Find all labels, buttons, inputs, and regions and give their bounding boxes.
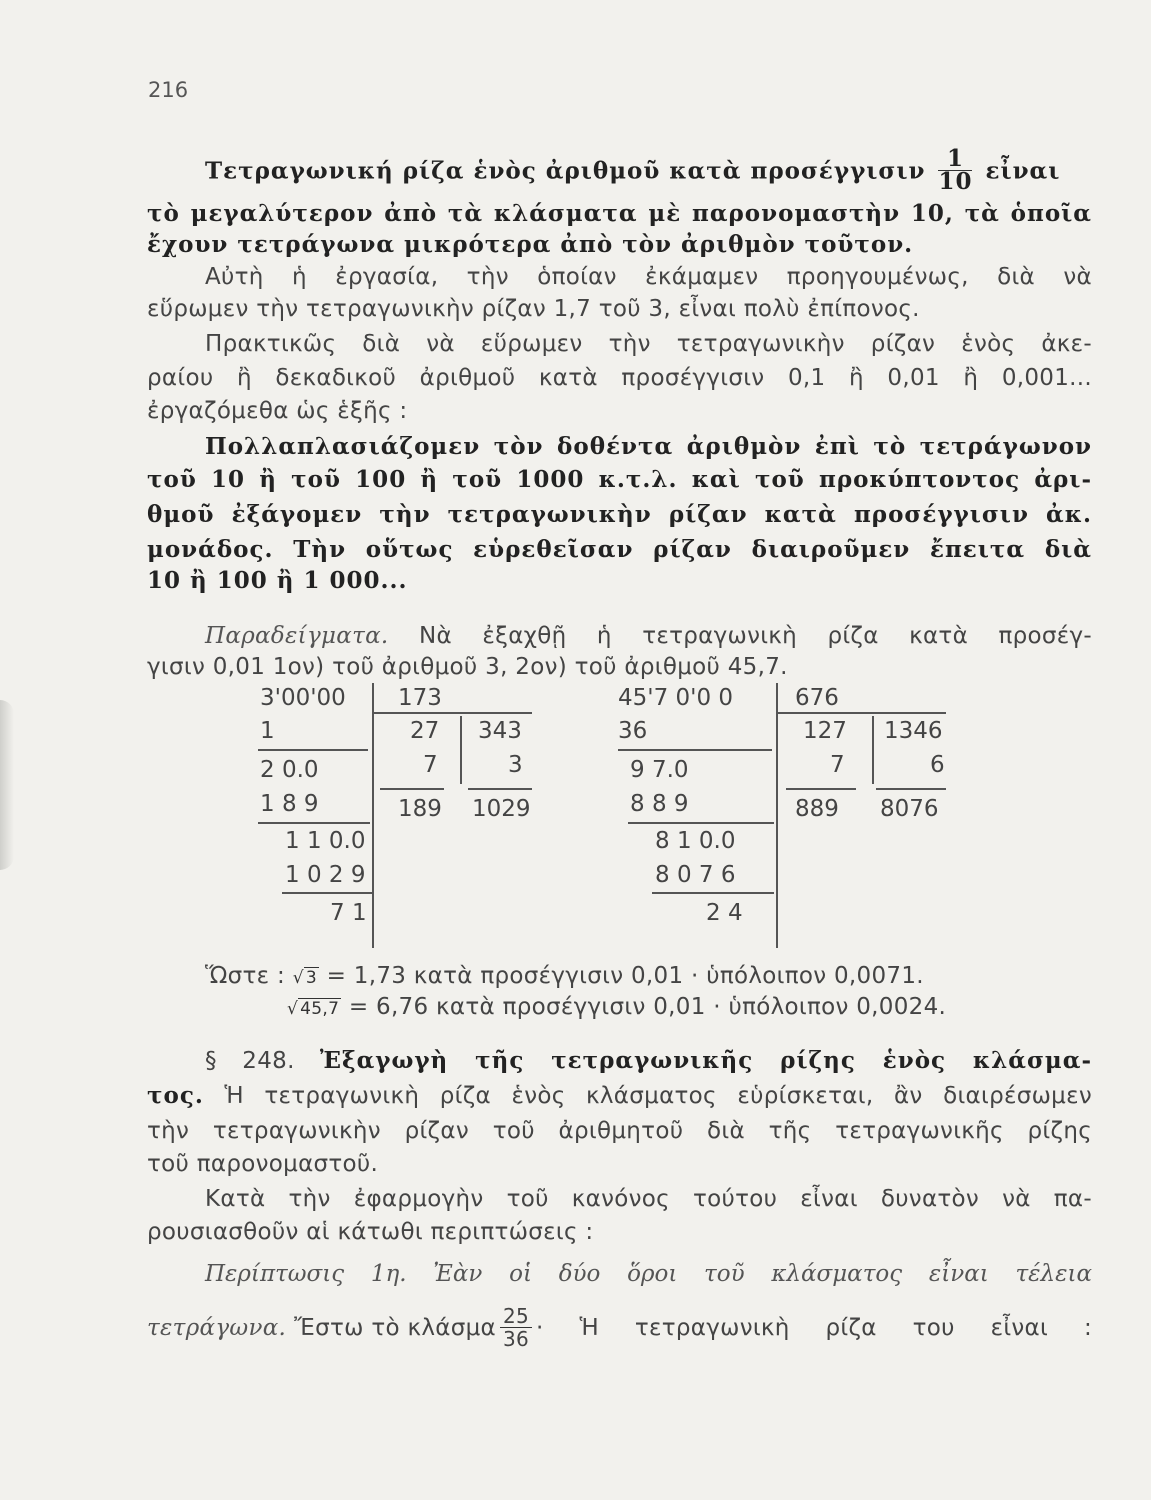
section-title-end: τος. — [147, 1082, 204, 1109]
calc2-divisor: 6 — [930, 752, 945, 778]
result-lead: Ὥστε : — [205, 963, 286, 989]
calc1-divisor: 3 — [508, 752, 523, 778]
section-title: Ἐξαγωγὴ τῆς τετραγωνικῆς ρίζης ἑνὸς κλάσμα- — [319, 1047, 1093, 1074]
calc2-rule — [786, 788, 856, 790]
sqrt-symbol: √ 45,7 — [287, 999, 340, 1019]
para3-line2: ραίου ἢ δεκαδικοῦ ἀριθμοῦ κατὰ προσέγγισιν 0,1 ἢ 0,01 ἢ 0,001... — [147, 365, 1092, 391]
para2-line2: εὕρωμεν τὴν τετραγωνικὴν ρίζαν 1,7 τοῦ 3, εἶναι πολὺ ἐπίπονος. — [147, 296, 920, 322]
calc1-divisor: 27 — [410, 718, 440, 744]
calc2-row: 2 4 — [706, 900, 743, 926]
calc1-row: 1 8 9 — [260, 791, 319, 817]
calc2-divisor: 7 — [830, 752, 845, 778]
para1-line1 — [205, 145, 1061, 195]
rule-line5: 10 ἢ 100 ἢ 1 000... — [147, 567, 408, 594]
calc2-product: 889 — [795, 796, 839, 822]
calc2-row: 9 7.0 — [630, 757, 689, 783]
calc2-row: 8 0 7 6 — [655, 862, 736, 888]
fraction-numerator: 1 — [938, 148, 972, 171]
para4-line1: Κατὰ τὴν ἐφαρμογὴν τοῦ κανόνος τούτου εἶναι δυνατὸν νὰ πα- — [205, 1186, 1092, 1212]
case1-line1: Περίπτωσις 1η. Ἐὰν οἱ δύο ὅροι τοῦ κλάσματος εἶναι τέλεια — [205, 1261, 1092, 1287]
calc1-rule — [468, 788, 532, 790]
calc2-rule — [618, 749, 772, 751]
page-edge-shadow — [0, 700, 14, 870]
calc2-rule — [876, 788, 946, 790]
calc1-product: 189 — [398, 796, 442, 822]
section-line2 — [147, 1082, 1092, 1110]
result-text: = 6,76 κατὰ προσέγγισιν 0,01 · ὑπόλοιπον 0,0024. — [348, 994, 947, 1020]
fraction-25-36 — [500, 1305, 532, 1350]
calc1-row: 1 0 2 9 — [285, 862, 366, 888]
calc2-rule — [652, 892, 774, 894]
sqrt-symbol: √ 3 — [292, 968, 317, 988]
calc1-rule — [258, 749, 368, 751]
fraction-denominator: 36 — [502, 1327, 530, 1351]
rule-line3: θμοῦ ἐξάγομεν τὴν τετραγωνικὴν ρίζαν κατὰ προσέγγισιν ἀκ. — [147, 501, 1092, 528]
calc1-row: 1 1 0.0 — [285, 828, 366, 854]
para1-line1-text: Τετραγωνική ρίζα ἑνὸς ἀριθμοῦ κατὰ προσέγγισιν — [205, 157, 926, 185]
calc2-rule — [628, 822, 774, 824]
calc1-rule — [282, 892, 372, 894]
case1-italic: τετράγωνα. — [147, 1314, 287, 1341]
calc2-row: 45'7 0'0 0 — [618, 685, 734, 711]
section-text: Ἡ τετραγωνικὴ ρίζα ἑνὸς κλάσματος εὑρίσκεται, ἂν διαιρέσωμεν — [224, 1083, 1092, 1109]
rule-line2: τοῦ 10 ἢ τοῦ 100 ἢ τοῦ 1000 κ.τ.λ. καὶ τοῦ προκύπτοντος ἀρι- — [147, 466, 1092, 493]
para2-line1: Αὐτὴ ἡ ἐργασία, τὴν ὁποίαν ἐκάμαμεν προηγουμένως, διὰ νὰ — [205, 264, 1092, 290]
calc1-product: 1029 — [472, 796, 531, 822]
examples-line2: γισιν 0,01 1ον) τοῦ ἀριθμοῦ 3, 2ον) τοῦ ἀριθμοῦ 45,7. — [147, 654, 788, 680]
examples-label: Παραδείγματα. — [205, 623, 389, 649]
fraction-one-tenth — [938, 145, 973, 195]
fraction-denominator: 10 — [938, 168, 973, 195]
para4-line2: ρουσιασθοῦν αἱ κάτωθι περιπτώσεις : — [147, 1219, 594, 1245]
sqrt-radicand: 3 — [305, 968, 317, 988]
calc1-row: 3'00'00 — [260, 685, 346, 711]
page-number: 216 — [148, 78, 189, 102]
calc2-divider — [776, 683, 778, 948]
sqrt-radicand: 45,7 — [300, 999, 340, 1019]
calc1-row: 1 — [260, 718, 275, 744]
calc2-root-line — [776, 712, 946, 714]
calc2-row: 8 1 0.0 — [655, 828, 736, 854]
para3-line3: ἐργαζόμεθα ὡς ἑξῆς : — [147, 398, 408, 424]
para1-line3: ἔχουν τετράγωνα μικρότερα ἀπὸ τὸν ἀριθμὸν τοῦτον. — [147, 231, 914, 258]
case1-text: Ἔστω τὸ κλάσμα — [294, 1314, 496, 1341]
calc2-row: 8 8 9 — [630, 791, 689, 817]
calc1-rule — [380, 788, 444, 790]
calc1-divisor: 343 — [478, 718, 522, 744]
calc1-row: 2 0.0 — [260, 757, 319, 783]
para1-line2: τὸ μεγαλύτερον ἀπὸ τὰ κλάσματα μὲ παρονομαστὴν 10, τὰ ὁποῖα — [147, 200, 1092, 227]
rule-line1: Πολλαπλασιάζομεν τὸν δοθέντα ἀριθμὸν ἐπὶ τὸ τετράγωνον — [205, 433, 1092, 460]
calc1-divider — [460, 716, 462, 784]
result-text: = 1,73 κατὰ προσέγγισιν 0,01 · ὑπόλοιπον 0,0071. — [326, 963, 924, 989]
calc1-root: 173 — [398, 685, 442, 711]
case1-line2 — [147, 1305, 1092, 1350]
calc2-product: 8076 — [880, 796, 939, 822]
para1-line1-end: εἶναι — [985, 157, 1061, 185]
examples-line1 — [205, 622, 1092, 650]
result-line1 — [205, 962, 924, 992]
result-line2 — [287, 993, 946, 1023]
calc2-divider — [872, 716, 874, 784]
calc2-row: 36 — [618, 718, 648, 744]
section-heading-line1 — [205, 1047, 1092, 1075]
examples-line1-text: Νὰ ἐξαχθῇ ἡ τετραγωνικὴ ρίζα κατὰ προσέγ- — [418, 623, 1092, 649]
rule-line4: μονάδος. Τὴν οὕτως εὑρεθεῖσαν ρίζαν διαιροῦμεν ἔπειτα διὰ — [147, 536, 1092, 563]
calc1-root-line — [372, 712, 532, 714]
section-line3: τὴν τετραγωνικὴν ρίζαν τοῦ ἀριθμητοῦ διὰ τῆς τετραγωνικῆς ρίζης — [147, 1118, 1092, 1144]
calc2-divisor: 127 — [803, 718, 847, 744]
section-number: § 248. — [205, 1048, 295, 1074]
calc2-root: 676 — [795, 685, 839, 711]
para3-line1: Πρακτικῶς διὰ νὰ εὕρωμεν τὴν τετραγωνικὴν ρίζαν ἑνὸς ἀκε- — [205, 331, 1092, 357]
section-line4: τοῦ παρονομαστοῦ. — [147, 1151, 379, 1177]
calc1-row: 7 1 — [330, 900, 367, 926]
calc1-divider — [372, 683, 374, 948]
calc1-rule — [258, 822, 370, 824]
calc1-divisor: 7 — [423, 752, 438, 778]
case1-text-end: · Ἡ τετραγωνικὴ ρίζα του εἶναι : — [536, 1314, 1092, 1341]
fraction-numerator: 25 — [500, 1305, 532, 1328]
calc2-divisor: 1346 — [884, 718, 943, 744]
